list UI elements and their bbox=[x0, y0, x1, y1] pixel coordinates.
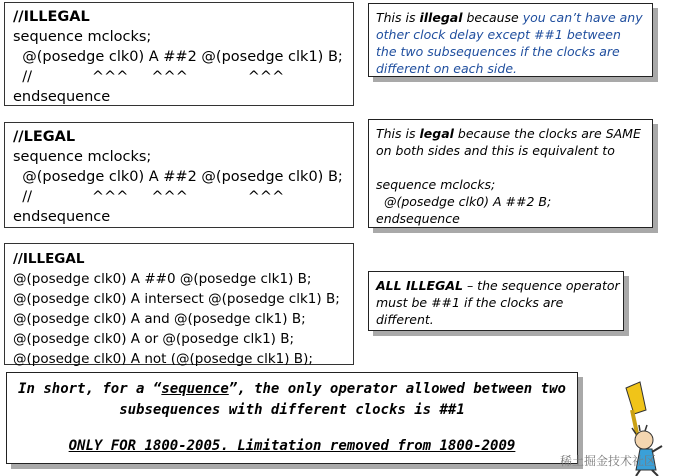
code-block-illegal-1 bbox=[4, 2, 354, 106]
code-block-illegal-operators bbox=[4, 243, 354, 365]
note-code-text: endsequence bbox=[376, 211, 460, 226]
note-text-blue: different on each side. bbox=[376, 61, 517, 76]
note-text: This is bbox=[376, 10, 420, 25]
code-block-legal bbox=[4, 122, 354, 228]
code-line: // ^^^ ^^^ ^^^ bbox=[13, 189, 285, 205]
summary-text: subsequences with different clocks is ##1 bbox=[119, 402, 465, 418]
summary-underlined: sequence bbox=[161, 381, 229, 397]
note-code-text: sequence mclocks; bbox=[376, 177, 496, 192]
note-text: must be ##1 if the clocks are bbox=[376, 295, 564, 310]
note-text-blue: the two subsequences if the clocks are bbox=[376, 44, 620, 59]
code-line: @(posedge clk0) A and @(posedge clk1) B; bbox=[13, 311, 306, 327]
note-text: This is bbox=[376, 126, 420, 141]
note-all-illegal bbox=[368, 271, 624, 331]
note-emphasis: ALL ILLEGAL bbox=[376, 278, 463, 293]
note-text: on both sides and this is equivalent to bbox=[376, 143, 615, 158]
code-line: @(posedge clk0) A ##0 @(posedge clk1) B; bbox=[13, 271, 312, 287]
code-line: sequence mclocks; bbox=[13, 149, 152, 165]
summary-box bbox=[6, 372, 578, 464]
summary-text: ”, the only operator allowed between two bbox=[228, 381, 566, 397]
code-line: @(posedge clk0) A not (@(posedge clk1) B); bbox=[13, 351, 313, 367]
summary-text: In short, for a “ bbox=[18, 381, 162, 397]
code-line: @(posedge clk0) A intersect @(posedge clk1) B; bbox=[13, 291, 340, 307]
code-line: //ILLEGAL bbox=[13, 251, 85, 267]
note-text: – the sequence operator bbox=[462, 278, 620, 293]
note-text: different. bbox=[376, 312, 434, 327]
code-line: sequence mclocks; bbox=[13, 29, 152, 45]
note-legal-same-clocks bbox=[368, 119, 653, 228]
watermark-text: 稀土掘金技术社区 bbox=[560, 454, 657, 468]
note-text: because the clocks are SAME bbox=[453, 126, 641, 141]
note-text-blue: you can’t have any bbox=[522, 10, 643, 25]
code-line: //ILLEGAL bbox=[13, 9, 90, 25]
note-text-blue: other clock delay except ##1 between bbox=[376, 27, 621, 42]
code-line: endsequence bbox=[13, 209, 111, 225]
code-line: // ^^^ ^^^ ^^^ bbox=[13, 69, 285, 85]
note-emphasis: illegal bbox=[419, 10, 463, 25]
note-emphasis: legal bbox=[419, 126, 454, 141]
note-code-text: @(posedge clk0) A ##2 B; bbox=[376, 194, 552, 209]
note-illegal-clock-delay bbox=[368, 3, 653, 77]
code-line: @(posedge clk0) A or @(posedge clk1) B; bbox=[13, 331, 295, 347]
code-line: //LEGAL bbox=[13, 129, 76, 145]
code-line: @(posedge clk0) A ##2 @(posedge clk1) B; bbox=[13, 49, 343, 65]
note-text: because bbox=[462, 10, 523, 25]
code-line: endsequence bbox=[13, 89, 111, 105]
summary-limitation: ONLY FOR 1800-2005. Limitation removed from 1800-2009 bbox=[68, 438, 516, 454]
code-line: @(posedge clk0) A ##2 @(posedge clk0) B; bbox=[13, 169, 343, 185]
